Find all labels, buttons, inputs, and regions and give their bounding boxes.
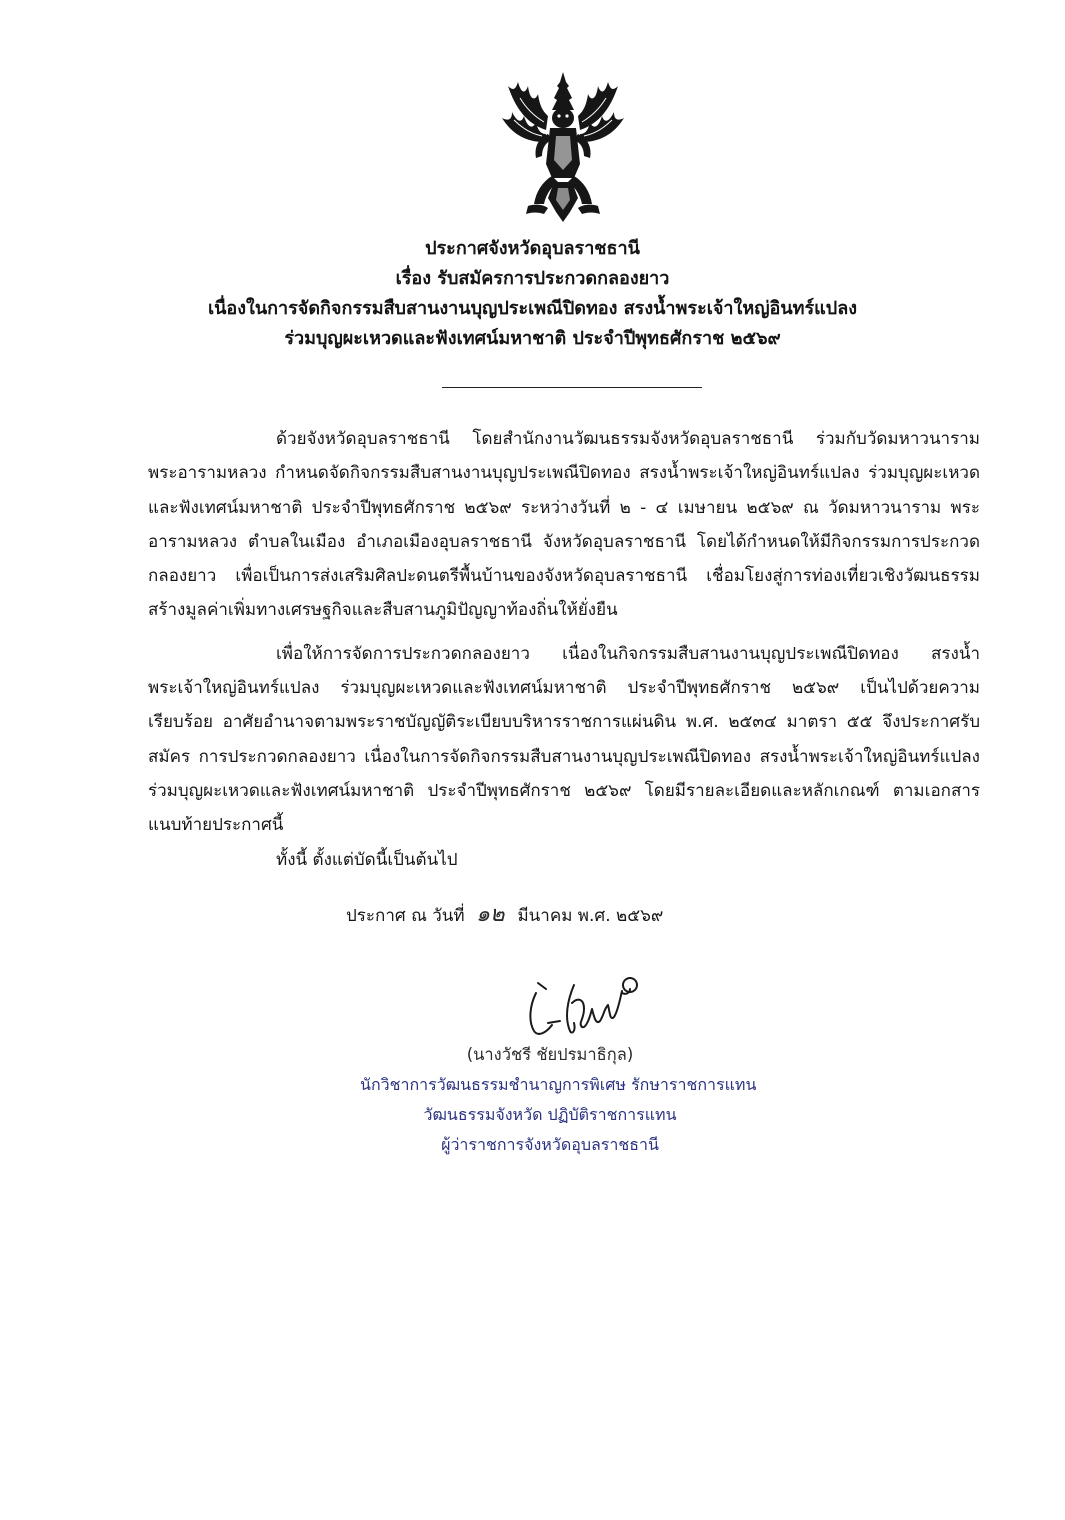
effective-statement: ทั้งนี้ ตั้งแต่บัดนี้เป็นต้นไป xyxy=(276,850,458,870)
header-province: ประกาศจังหวัดอุบลราชธานี xyxy=(425,238,640,259)
date-day: ๑๒ xyxy=(476,902,505,927)
header-occasion: เนื่องในการจัดกิจกรรมสืบสานงานบุญประเพณีปิดทอง สรงน้ำพระเจ้าใหญ่อินทร์แปลง xyxy=(207,298,858,319)
date-month-year: มีนาคม พ.ศ. ๒๕๖๙ xyxy=(517,906,664,926)
body-paragraph-2: เพื่อให้การจัดการประกวดกลองยาว เนื่องในกิจกรรมสืบสานงานบุญประเพณีปิดทอง สรงน้ำพระเจ้าใหญ่อินทร์แปลง ร่วมบุญผะเหวดและฟังเทศน์มหาชาติ ประจำปีพุทธศักราช ๒๕๖๙ เป็นไปด้วยความเรียบร้อย อาศัยอำนาจตามพระราชบัญญัติระเบียบบริหารราชการแผ่นดิน พ.ศ. ๒๕๓๔ มาตรา ๕๕ จึงประกาศรับสมัคร การประกวดกลองยาว เนื่องในการจัดกิจกรรมสืบสานงานบุญประเพณีปิดทอง สรงน้ำพระเจ้าใหญ่อินทร์แปลง ร่วมบุญผะเหวดและฟังเทศน์มหาชาติ ประจำปีพุทธศักราช ๒๕๖๙ โดยมีรายละเอียดและหลักเกณฑ์ ตามเอกสารแนบท้ายประกาศนี้ xyxy=(148,643,980,836)
header-subject: เรื่อง รับสมัครการประกวดกลองยาว xyxy=(395,268,670,289)
announcement-body xyxy=(148,422,980,852)
handwritten-signature-icon xyxy=(512,965,652,1050)
announcement-date xyxy=(346,896,663,931)
signatory-name: (นางวัชรี ชัยปรมาธิกุล) xyxy=(466,1045,634,1064)
header-divider xyxy=(442,387,702,388)
signatory-title-2: วัฒนธรรมจังหวัด ปฏิบัติราชการแทน xyxy=(423,1105,677,1124)
signatory-title-3: ผู้ว่าราชการจังหวัดอุบลราชธานี xyxy=(441,1135,659,1154)
body-paragraph-1: ด้วยจังหวัดอุบลราชธานี โดยสำนักงานวัฒนธรรมจังหวัดอุบลราชธานี ร่วมกับวัดมหาวนาราม พระอารามหลวง กำหนดจัดกิจกรรมสืบสานงานบุญประเพณีปิดทอง สรงน้ำพระเจ้าใหญ่อินทร์แปลง ร่วมบุญผะเหวดและฟังเทศน์มหาชาติ ประจำปีพุทธศักราช ๒๕๖๙ ระหว่างวันที่ ๒ - ๔ เมษายน ๒๕๖๙ ณ วัดมหาวนาราม พระอารามหลวง ตำบลในเมือง อำเภอเมืองอุบลราชธานี จังหวัดอุบลราชธานี โดยได้กำหนดให้มีกิจกรรมการประกวดกลองยาว เพื่อเป็นการส่งเสริมศิลปะดนตรีพื้นบ้านของจังหวัดอุบลราชธานี เชื่อมโยงสู่การท่องเที่ยวเชิงวัฒนธรรม สร้างมูลค่าเพิ่มทางเศรษฐกิจและสืบสานภูมิปัญญาท้องถิ่นให้ยั่งยืน xyxy=(148,429,980,621)
signatory-title-1: นักวิชาการวัฒนธรรมชำนาญการพิเศษ รักษาราชการแทน xyxy=(360,1075,757,1094)
signature-block xyxy=(360,1040,757,1160)
header-year: ร่วมบุญผะเหวดและฟังเทศน์มหาชาติ ประจำปีพุทธศักราช ๒๕๖๙ xyxy=(284,328,781,349)
announcement-header xyxy=(0,234,1065,354)
date-prefix: ประกาศ ณ วันที่ xyxy=(346,906,465,926)
garuda-emblem-icon xyxy=(498,72,628,232)
